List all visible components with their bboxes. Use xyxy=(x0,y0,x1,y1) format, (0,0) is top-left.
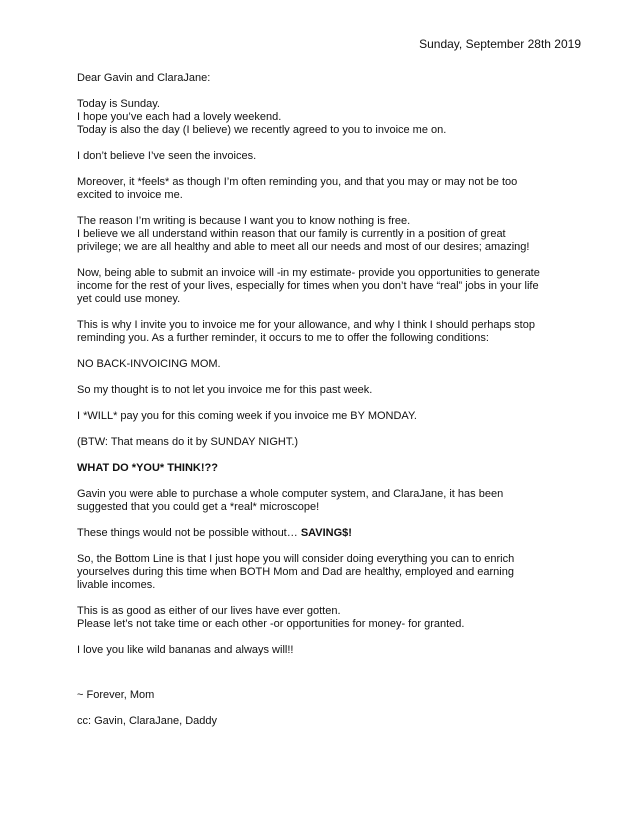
paragraph-savings xyxy=(77,527,577,540)
paragraph-line: NO BACK-INVOICING MOM. xyxy=(77,358,221,370)
paragraph-nothing-free xyxy=(77,215,577,254)
paragraph-line: This is why I invite you to invoice me for your allowance, and why I think I should perhaps stop xyxy=(77,319,535,331)
savings-emphasis: SAVING$! xyxy=(300,527,352,539)
savings-text: These things would not be possible without… xyxy=(77,527,301,539)
paragraph-line: So, the Bottom Line is that I just hope you will consider doing everything you can to enrich xyxy=(77,553,515,565)
paragraph-line: I hope you’ve each had a lovely weekend. xyxy=(77,111,282,123)
paragraph-reminding xyxy=(77,176,577,202)
paragraph-coming-week xyxy=(77,410,577,423)
paragraph-line: Gavin you were able to purchase a whole computer system, and ClaraJane, it has been xyxy=(77,488,504,500)
paragraph-no-back-invoicing xyxy=(77,358,577,371)
cc-text: cc: Gavin, ClaraJane, Daddy xyxy=(77,715,218,727)
paragraph-line: I love you like wild bananas and always will!! xyxy=(77,644,294,656)
paragraph-as-good xyxy=(77,605,577,631)
paragraph-line xyxy=(77,527,577,540)
paragraph-love xyxy=(77,644,577,657)
greeting-line: Dear Gavin and ClaraJane: xyxy=(77,72,211,84)
paragraph-allowance xyxy=(77,319,577,345)
paragraph-what-do-you-think xyxy=(77,462,577,475)
paragraph-invoices xyxy=(77,150,577,163)
paragraph-purchases xyxy=(77,488,577,514)
paragraph-line: (BTW: That means do it by SUNDAY NIGHT.) xyxy=(77,436,299,448)
paragraph-past-week xyxy=(77,384,577,397)
paragraph-btw xyxy=(77,436,577,449)
paragraph-line: Today is Sunday. xyxy=(77,98,160,110)
paragraph-line: Today is also the day (I believe) we recently agreed to you to invoice me on. xyxy=(77,124,447,136)
letter-date: Sunday, September 28th 2019 xyxy=(419,37,581,51)
paragraph-line: livable incomes. xyxy=(77,579,156,591)
paragraph-line: Please let’s not take time or each other -or opportunities for money- for granted. xyxy=(77,618,465,630)
paragraph-line: WHAT DO *YOU* THINK!?? xyxy=(77,462,218,474)
paragraph-line: This is as good as either of our lives have ever gotten. xyxy=(77,605,341,617)
letter-body xyxy=(77,72,577,741)
paragraph-sunday xyxy=(77,98,577,137)
paragraph-line: Now, being able to submit an invoice will -in my estimate- provide you opportunities to generate xyxy=(77,267,540,279)
paragraph-line: The reason I’m writing is because I want you to know nothing is free. xyxy=(77,215,411,227)
paragraph-bottom-line xyxy=(77,553,577,592)
paragraph-line: reminding you. As a further reminder, it occurs to me to offer the following conditions: xyxy=(77,332,489,344)
signoff-line: ~ Forever, Mom xyxy=(77,689,155,701)
paragraph-line: yourselves during this time when BOTH Mom and Dad are healthy, employed and earning xyxy=(77,566,514,578)
paragraph-line: suggested that you could get a *real* microscope! xyxy=(77,501,320,513)
paragraph-line: I *WILL* pay you for this coming week if you invoice me BY MONDAY. xyxy=(77,410,417,422)
paragraph-line: I don’t believe I’ve seen the invoices. xyxy=(77,150,257,162)
cc-line xyxy=(77,715,577,728)
paragraph-line: excited to invoice me. xyxy=(77,189,183,201)
paragraph-line: yet could use money. xyxy=(77,293,181,305)
signoff xyxy=(77,689,577,702)
paragraph-line: Moreover, it *feels* as though I’m often reminding you, and that you may or may not be too xyxy=(77,176,518,188)
paragraph-line: income for the rest of your lives, especially for times when you don’t have “real” jobs in your life xyxy=(77,280,539,292)
paragraph-line: privilege; we are all healthy and able to meet all our needs and most of our desires; amazing! xyxy=(77,241,530,253)
paragraph-opportunities xyxy=(77,267,577,306)
paragraph-line: I believe we all understand within reason that our family is currently in a position of great xyxy=(77,228,506,240)
greeting xyxy=(77,72,577,85)
paragraph-line: So my thought is to not let you invoice me for this past week. xyxy=(77,384,373,396)
